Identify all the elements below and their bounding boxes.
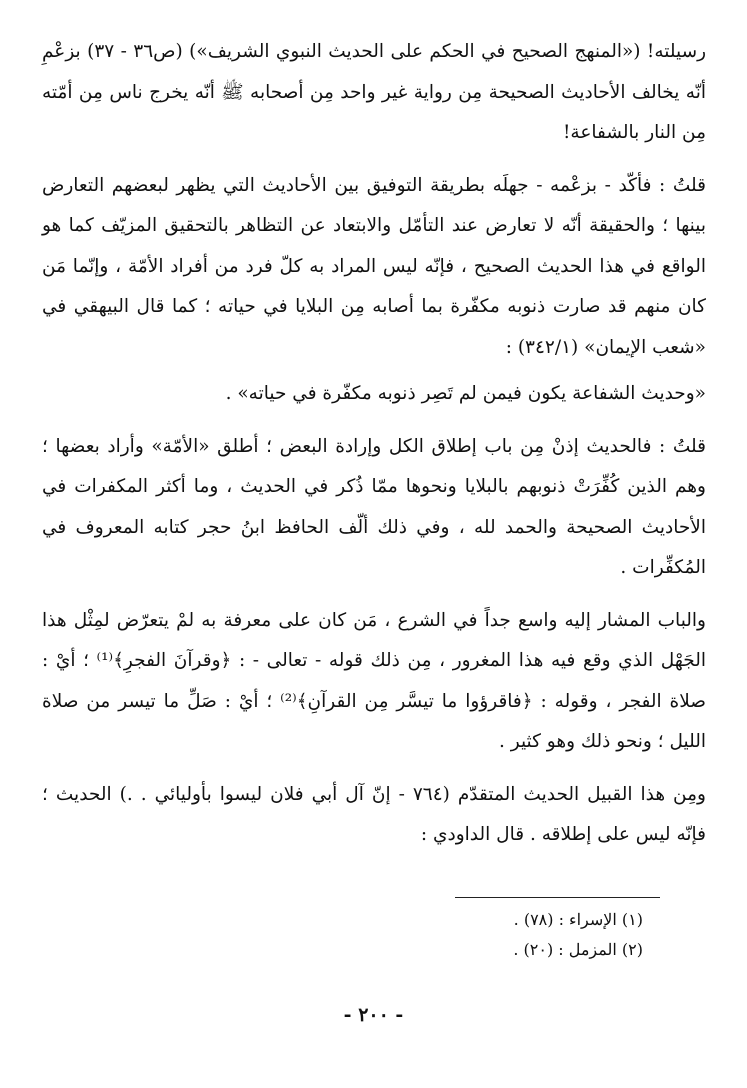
paragraph-6: ومِن هذا القبيل الحديث المتقدّم (٧٦٤ - إنّ آل أبي فلان ليسوا بأوليائي . .) الحديث ؛ فإنّه ليس على إطلاقه . قال الداودي : bbox=[42, 783, 706, 845]
footnotes bbox=[513, 905, 643, 965]
page-body bbox=[42, 32, 706, 856]
paragraph-3-quote: «وحديث الشفاعة يكون فيمن لم تَصِر ذنوبه مكفّرة في حياته» . bbox=[225, 383, 706, 404]
footnote-divider bbox=[455, 897, 660, 898]
page-number: - ٢٠٠ - bbox=[343, 1004, 404, 1026]
paragraph-5: والباب المشار إليه واسع جداً في الشرع ، مَن كان على معرفة به لمْ يتعرّض لمِثْل هذا الجَهْل الذي وقع فيه هذا المغرور ، مِن ذلك قوله - تعالى - : ﴿وقرآنَ الفجرِ﴾⁽¹⁾ ؛ أيْ : صلاة الفجر ، وقوله : ﴿فاقرؤوا ما تيسَّر مِن القرآنِ﴾⁽²⁾ ؛ أيْ : صَلِّ ما تيسر من صلاة الليل ؛ ونحو ذلك وهو كثير . bbox=[42, 609, 707, 752]
paragraph-2: قلتُ : فأكّد - بزعْمه - جهلَه بطريقة التوفيق بين الأحاديث التي يظهر لبعضهم التعارض بينها ؛ والحقيقة أنّه لا تعارض عند التأمّل والابتعاد عن التظاهر بالتحقيق المزيّف كما هو الواقع في هذا الحديث الصحيح ، فإنّه ليس المراد به كلّ فرد من أفراد الأمّة ، وإنّما مَن كان منهم قد صارت ذنوبه مكفّرة بما أصابه مِن البلايا في حياته ؛ كما قال البيهقي في «شعب الإيمان» (٣٤٢/١) : bbox=[42, 174, 706, 358]
footnote-2: (٢) المزمل : (٢٠) . bbox=[513, 940, 643, 959]
paragraph-1: رسيلته! («المنهج الصحيح في الحكم على الحديث النبوي الشريف») (ص٣٦ - ٣٧) بزعْمِ أنّه يخالف الأحاديث الصحيحة مِن رواية غير واحد مِن أصحابه ﷺ أنّه يخرج ناس مِن أمّته مِن النار بالشفاعة! bbox=[42, 41, 707, 143]
paragraph-4: قلتُ : فالحديث إذنْ مِن باب إطلاق الكل وإرادة البعض ؛ أطلق «الأمّة» وأراد بعضها ؛ وهم الذين كُفِّرَتْ ذنوبهم بالبلايا ونحوها ممّا ذُكر في الحديث ، وما أكثر المكفرات في الأحاديث الصحيحة والحمد لله ، وفي ذلك ألّف الحافظ ابنُ حجر كتابه المعروف في المُكفِّرات . bbox=[42, 435, 706, 578]
footnote-1: (١) الإسراء : (٧٨) . bbox=[513, 910, 643, 929]
